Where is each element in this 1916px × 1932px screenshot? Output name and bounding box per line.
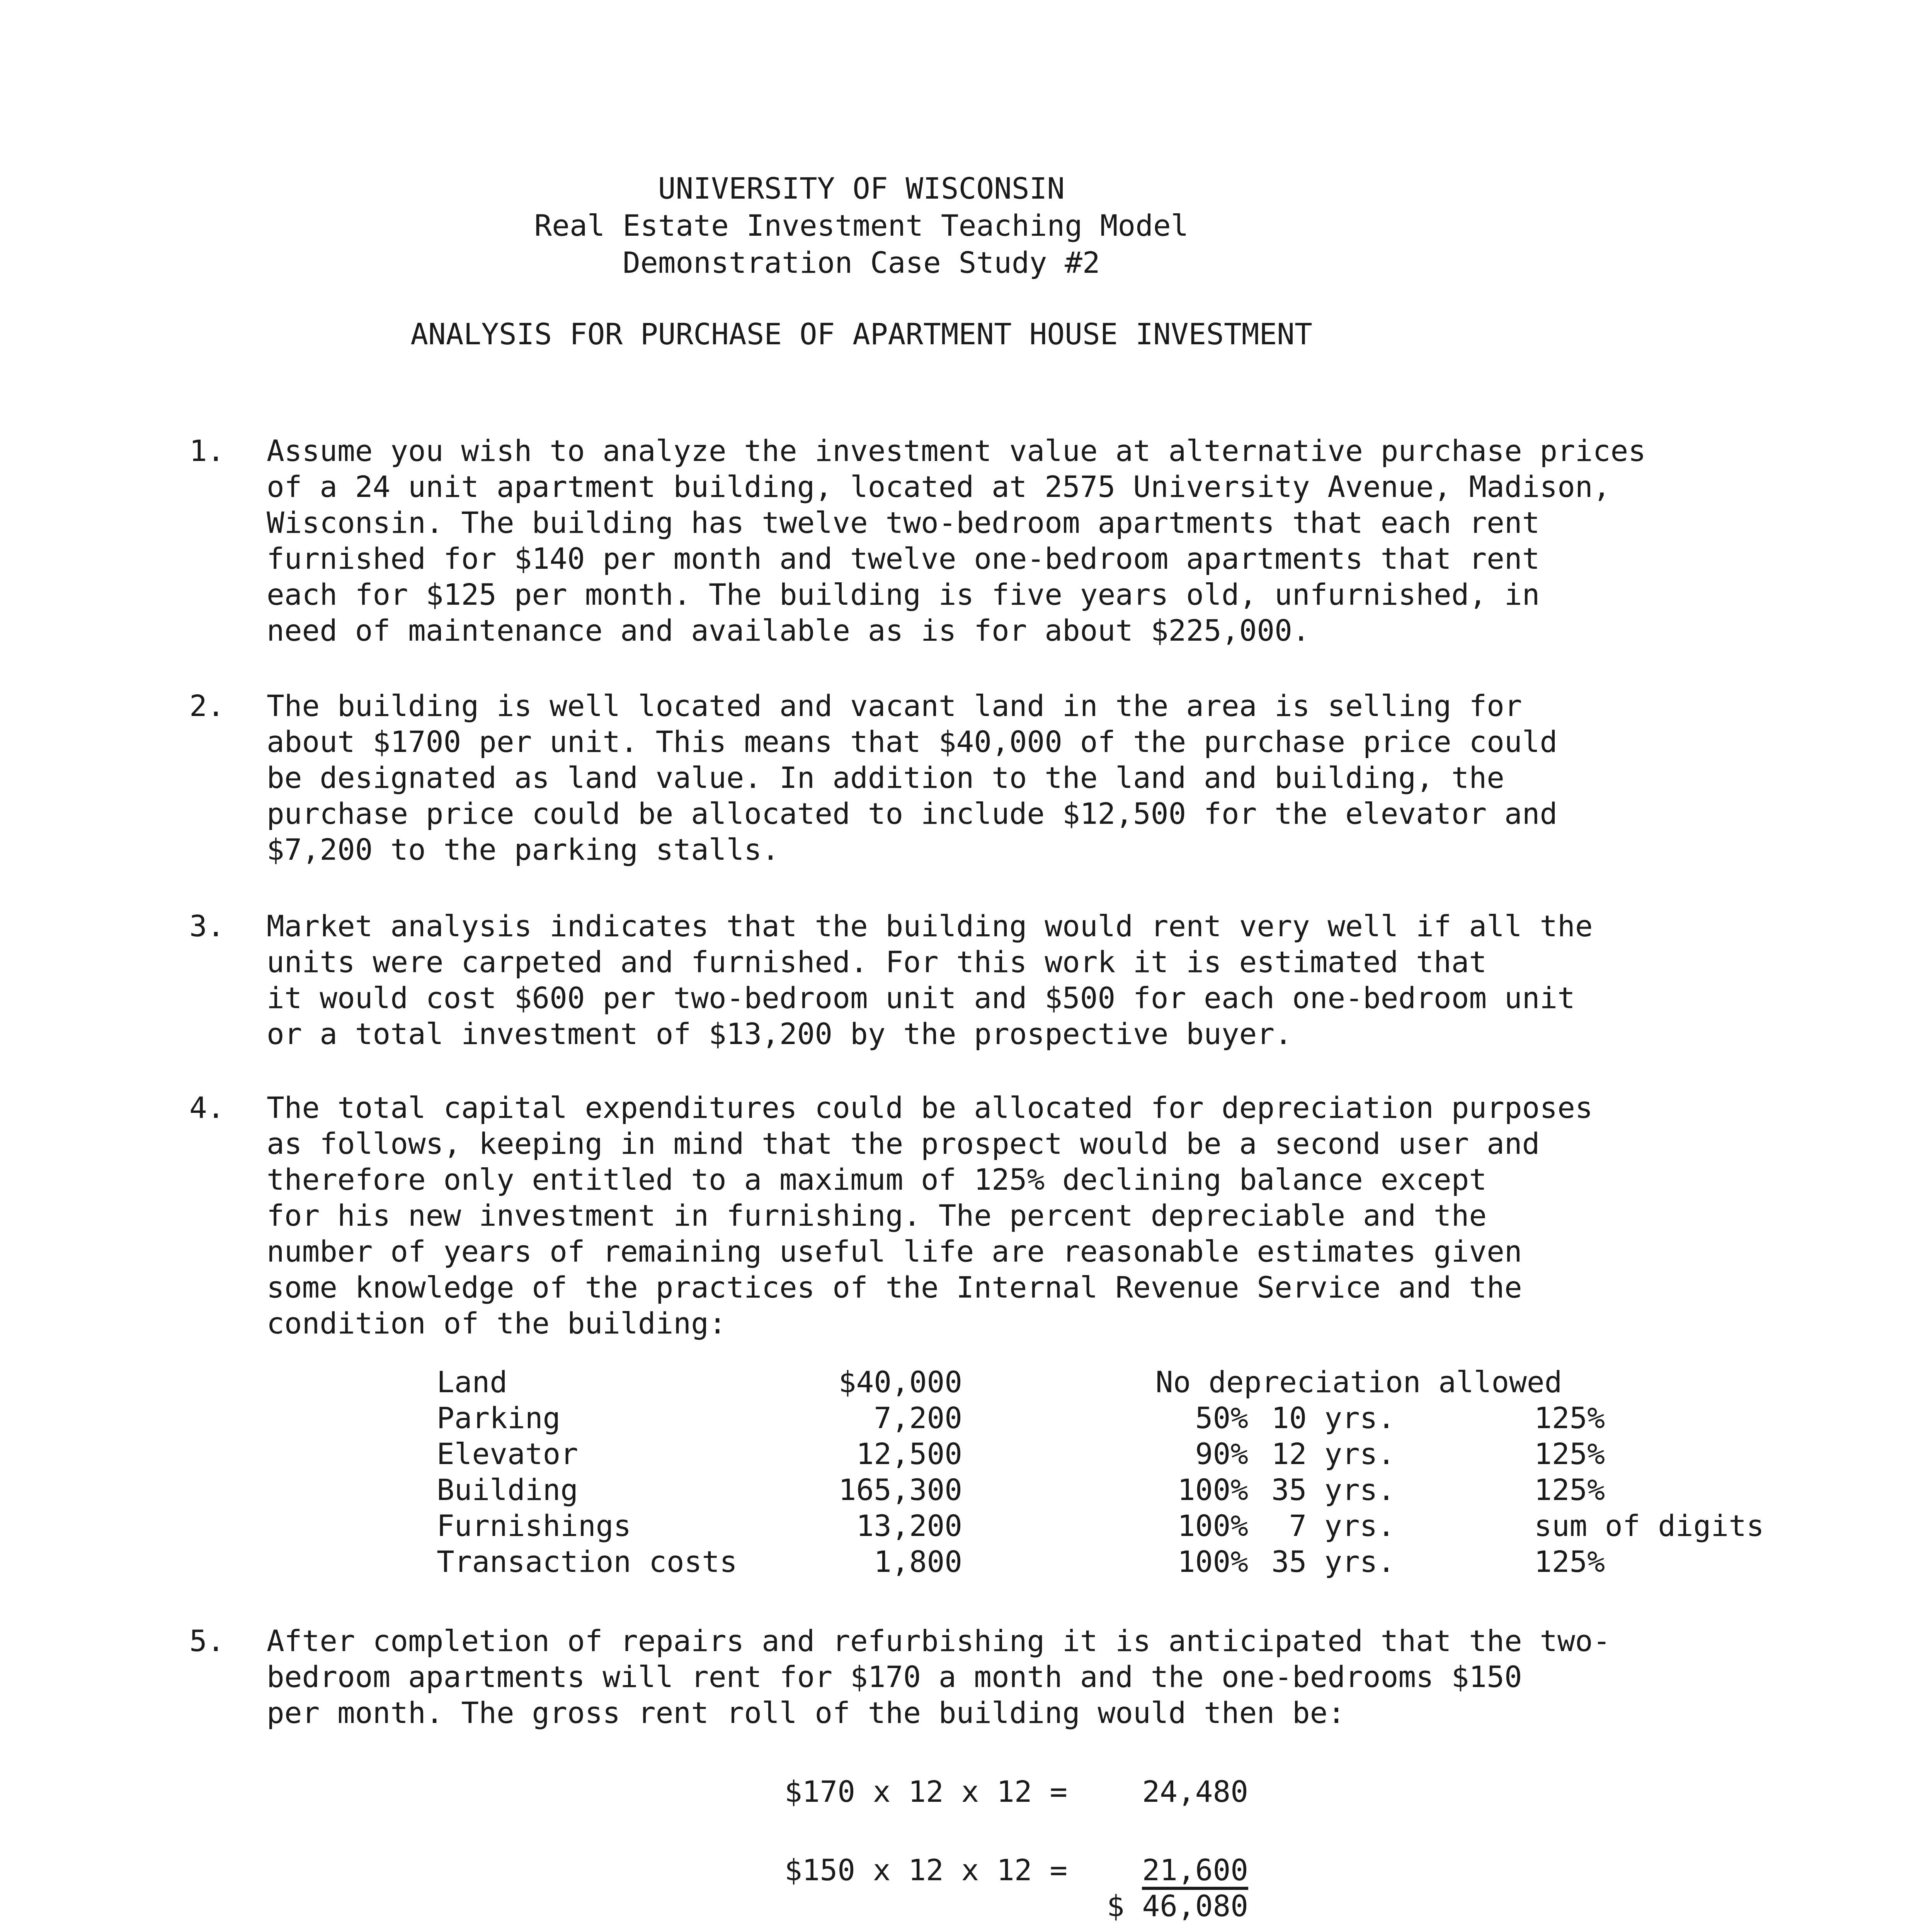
document-subtitle: ANALYSIS FOR PURCHASE OF APARTMENT HOUSE INVESTMENT <box>410 317 1312 351</box>
item-number: 5. <box>189 1624 225 1658</box>
text-line: Assume you wish to analyze the investment value at alternative purchase prices <box>267 434 1646 468</box>
text-line: units were carpeted and furnished. For this work it is estimated that <box>267 945 1487 979</box>
header-case-study: Demonstration Case Study #2 <box>623 245 1100 280</box>
calc-total-row <box>784 1888 1248 1924</box>
asset-label: Elevator <box>437 1437 579 1471</box>
asset-amount: 7,200 <box>874 1401 962 1435</box>
calc-row <box>784 1852 1248 1888</box>
useful-life: 35 yrs. <box>1271 1544 1395 1579</box>
text-line: per month. The gross rent roll of the building would then be: <box>267 1696 1346 1730</box>
useful-life: 10 yrs. <box>1271 1401 1395 1435</box>
calc-result: 24,480 <box>1142 1774 1248 1809</box>
depreciable-percent: 90% <box>1195 1437 1248 1471</box>
asset-label: Land <box>437 1365 508 1399</box>
item-number: 2. <box>189 689 225 723</box>
calc-row <box>784 1774 1248 1810</box>
depreciation-method: 125% <box>1534 1437 1605 1471</box>
useful-life: 7 yrs. <box>1289 1509 1395 1543</box>
text-line: Wisconsin. The building has twelve two-bedroom apartments that each rent <box>267 505 1540 540</box>
item-text <box>267 433 1832 648</box>
calc-result: 21,600 <box>1142 1852 1248 1890</box>
item-text <box>267 1090 1832 1341</box>
numbered-item-4 <box>189 1090 1832 1341</box>
calc-total <box>1107 1888 1248 1924</box>
text-line: as follows, keeping in mind that the prospect would be a second user and <box>267 1126 1540 1161</box>
text-line: After completion of repairs and refurbishing it is anticipated that the two- <box>267 1624 1611 1658</box>
dollar-sign: $ <box>1106 1889 1125 1923</box>
depreciation-method: 125% <box>1534 1473 1605 1507</box>
depreciable-percent: 100% <box>1177 1473 1248 1507</box>
depreciation-note: No depreciation allowed <box>1155 1365 1562 1399</box>
header-university: UNIVERSITY OF WISCONSIN <box>658 171 1065 206</box>
depreciation-method: 125% <box>1534 1544 1605 1579</box>
useful-life: 12 yrs. <box>1271 1437 1395 1471</box>
text-line: each for $125 per month. The building is five years old, unfurnished, in <box>267 577 1540 612</box>
asset-label: Parking <box>437 1401 561 1435</box>
item-number: 3. <box>189 909 225 943</box>
text-line: number of years of remaining useful life are reasonable estimates given <box>267 1234 1522 1269</box>
asset-label: Transaction costs <box>437 1544 737 1579</box>
text-line: be designated as land value. In addition to the land and building, the <box>267 760 1504 795</box>
asset-amount: 1,800 <box>874 1544 962 1579</box>
text-line: bedroom apartments will rent for $170 a month and the one-bedrooms $150 <box>267 1660 1522 1694</box>
text-line: of a 24 unit apartment building, located at 2575 University Avenue, Madison, <box>267 469 1611 504</box>
asset-amount: 12,500 <box>856 1437 962 1471</box>
asset-label: Furnishings <box>437 1509 631 1543</box>
rent-calculation <box>784 1774 1248 1924</box>
asset-label: Building <box>437 1473 579 1507</box>
calc-expression: $150 x 12 x 12 = <box>784 1853 1068 1887</box>
header-model-title: Real Estate Investment Teaching Model <box>534 208 1189 243</box>
numbered-item-2 <box>189 688 1832 867</box>
item-number: 1. <box>189 434 225 468</box>
asset-amount: 13,200 <box>856 1509 962 1543</box>
depreciable-percent: 100% <box>1177 1544 1248 1579</box>
depreciable-percent: 50% <box>1195 1401 1248 1435</box>
depreciation-method: sum of digits <box>1534 1509 1764 1543</box>
text-line: about $1700 per unit. This means that $40,000 of the purchase price could <box>267 724 1558 759</box>
asset-amount: $40,000 <box>838 1365 962 1399</box>
numbered-item-1 <box>189 433 1832 648</box>
text-line: need of maintenance and available as is for about $225,000. <box>267 613 1310 648</box>
document-header <box>0 170 1819 281</box>
text-line: The total capital expenditures could be allocated for depreciation purposes <box>267 1090 1593 1125</box>
text-line: $7,200 to the parking stalls. <box>267 832 779 867</box>
text-line: purchase price could be allocated to include $12,500 for the elevator and <box>267 796 1558 831</box>
text-line: or a total investment of $13,200 by the prospective buyer. <box>267 1017 1292 1051</box>
text-line: The building is well located and vacant land in the area is selling for <box>267 689 1522 723</box>
text-line: Market analysis indicates that the building would rent very well if all the <box>267 909 1593 943</box>
text-line: for his new investment in furnishing. The percent depreciable and the <box>267 1198 1487 1233</box>
numbered-item-5 <box>189 1623 1832 1731</box>
item-text <box>267 1623 1832 1731</box>
gross-rent-total: 46,080 <box>1142 1887 1248 1923</box>
text-line: therefore only entitled to a maximum of 125% declining balance except <box>267 1162 1487 1197</box>
asset-amount: 165,300 <box>838 1473 962 1507</box>
text-line: condition of the building: <box>267 1306 727 1340</box>
numbered-item-3 <box>189 908 1832 1052</box>
text-line: some knowledge of the practices of the Internal Revenue Service and the <box>267 1270 1522 1304</box>
calc-expression: $170 x 12 x 12 = <box>784 1774 1068 1809</box>
text-line: it would cost $600 per two-bedroom unit and $500 for each one-bedroom unit <box>267 981 1575 1015</box>
item-text <box>267 908 1832 1052</box>
depreciable-percent: 100% <box>1177 1509 1248 1543</box>
item-text <box>267 688 1832 867</box>
item-number: 4. <box>189 1090 225 1125</box>
depreciation-method: 125% <box>1534 1401 1605 1435</box>
text-line: furnished for $140 per month and twelve one-bedroom apartments that rent <box>267 541 1540 576</box>
useful-life: 35 yrs. <box>1271 1473 1395 1507</box>
